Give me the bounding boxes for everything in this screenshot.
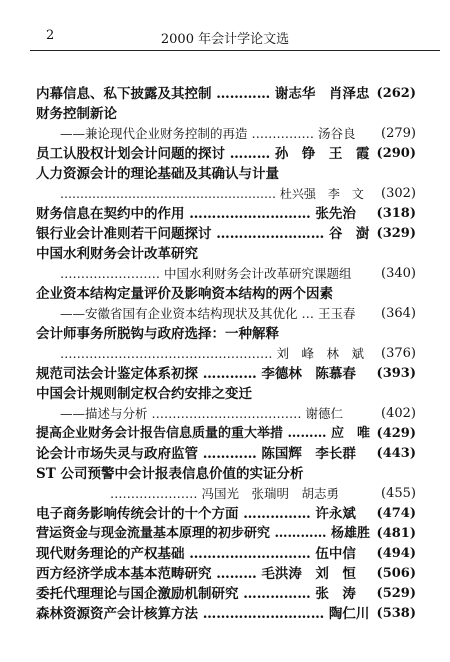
toc-entry-text: 企业资本结构定量评价及影响资本结构的两个因素: [36, 286, 333, 302]
toc-entry: [0, 424, 450, 444]
toc-entry: [0, 584, 450, 604]
toc-entry-page: (443): [376, 446, 416, 461]
toc-entry-page: (279): [381, 126, 416, 141]
toc-entry: [0, 104, 450, 124]
toc-entry-text: ……………………………………………… 杜兴强 李 文: [60, 187, 364, 201]
toc-entry: [0, 444, 450, 464]
toc-entry-text: 人力资源会计的理论基础及其确认与计量: [36, 166, 279, 182]
toc-entry: [0, 524, 450, 544]
toc-entry-page: (290): [376, 146, 416, 161]
toc-entry: [0, 324, 450, 344]
toc-entry-page: (262): [376, 86, 416, 101]
toc-entry-text: 中国会计规则制定权合约安排之变迁: [36, 386, 252, 402]
toc-entry-page: (340): [381, 266, 416, 281]
toc-entry-text: ——兼论现代企业财务控制的再造 …………… 汤谷良: [60, 126, 356, 141]
toc-entry-text: 营运资金与现金流量基本原理的初步研究 ………… 杨雄胜: [36, 526, 371, 541]
toc-entry-page: (402): [381, 406, 416, 421]
page-number: 2: [46, 28, 55, 43]
toc-entry-text: 会计师事务所脱钩与政府选择：一种解释: [36, 326, 279, 342]
toc-entry-text: 提高企业财务会计报告信息质量的重大举措 ……… 应 唯: [36, 426, 371, 441]
toc-entry: [0, 464, 450, 484]
toc-entry-text: …………………… 中国水利财务会计改革研究课题组: [60, 266, 352, 281]
toc-entry-text: 员工认股权计划会计问题的探讨 ……… 孙 铮 王 霞: [36, 146, 370, 162]
toc-entry: [0, 384, 450, 404]
toc-entry-text: 西方经济学成本基本范畴研究 ……… 毛洪涛 刘 恒: [36, 566, 356, 582]
toc-entry-text: 森林资源资产会计核算方法 ……………………… 陶仁川: [36, 606, 370, 622]
toc-entry: [0, 184, 450, 204]
toc-entry-text: ——安徽省国有企业资本结构现状及其优化 … 王玉春: [60, 306, 356, 321]
toc-entry-text: 电子商务影响传统会计的十个方面 …………… 许永斌: [36, 506, 356, 522]
toc-entry-page: (393): [376, 366, 416, 381]
toc-entry: [0, 264, 450, 284]
header-rule: [30, 50, 440, 51]
toc-entry: [0, 164, 450, 184]
toc-entry: [0, 124, 450, 144]
toc-entry-page: (494): [376, 546, 416, 561]
toc-entry-page: (474): [376, 506, 416, 521]
toc-entry-text: 银行业会计准则若干问题探讨 …………………… 谷 澍: [36, 226, 370, 242]
toc-entry-page: (538): [376, 606, 416, 621]
toc-entry: [0, 564, 450, 584]
toc-entry-text: ——描述与分析 ……………………………… 谢德仁: [60, 406, 343, 421]
toc-entry-page: (529): [376, 586, 416, 601]
toc-entry-page: (302): [381, 186, 416, 201]
toc-entry: [0, 544, 450, 564]
toc-entry: [0, 144, 450, 164]
toc-entry: [0, 364, 450, 384]
toc-entry-page: (329): [376, 226, 416, 241]
toc-entry: [0, 484, 450, 504]
book-title: 2000 年会计学论文选: [160, 32, 290, 47]
toc-entry-text: 论会计市场失灵与政府监管 ………… 陈国辉 李长群: [36, 446, 356, 462]
toc-entry: [0, 404, 450, 424]
running-header: [0, 26, 450, 52]
toc-entry: [0, 244, 450, 264]
toc-entry: [0, 284, 450, 304]
toc-entry-text: 现代财务理论的产权基础 ……………………… 伍中信: [36, 546, 356, 562]
toc-entry-text: 财务信息在契约中的作用 ……………………… 张先治: [36, 206, 356, 222]
toc-entry-page: (429): [376, 426, 416, 441]
toc-entry-text: 财务控制新论: [36, 106, 117, 122]
toc-entry: [0, 204, 450, 224]
toc-entry: [0, 604, 450, 624]
toc-entry: [0, 504, 450, 524]
toc-entry-page: (318): [376, 206, 416, 221]
toc-entry-text: 规范司法会计鉴定体系初探 ………… 李德林 陈慕春: [36, 366, 356, 382]
toc-entry-text: 委托代理理论与国企激励机制研究 …………… 张 涛: [36, 586, 356, 602]
toc-entry-text: 内幕信息、私下披露及其控制 ………… 谢志华 肖泽忠: [36, 86, 370, 102]
toc-entry-text: ………………… 冯国光 张瑞明 胡志勇: [110, 486, 339, 501]
toc-entry-text: 中国水利财务会计改革研究: [36, 246, 198, 262]
toc-entry: [0, 224, 450, 244]
toc-entry-page: (455): [381, 486, 416, 501]
toc-entry: [0, 304, 450, 324]
toc-entry: [0, 344, 450, 364]
toc-entry-text: …………………………………………… 刘 峰 林 斌: [60, 346, 364, 361]
toc-entry-text: ST 公司预警中会计报表信息价值的实证分析: [36, 466, 304, 482]
toc-entry-page: (481): [376, 526, 416, 541]
toc-entry-page: (364): [381, 306, 416, 321]
toc-entry-page: (506): [376, 566, 416, 581]
toc-entry-page: (376): [381, 346, 416, 361]
toc-entry: [0, 84, 450, 104]
